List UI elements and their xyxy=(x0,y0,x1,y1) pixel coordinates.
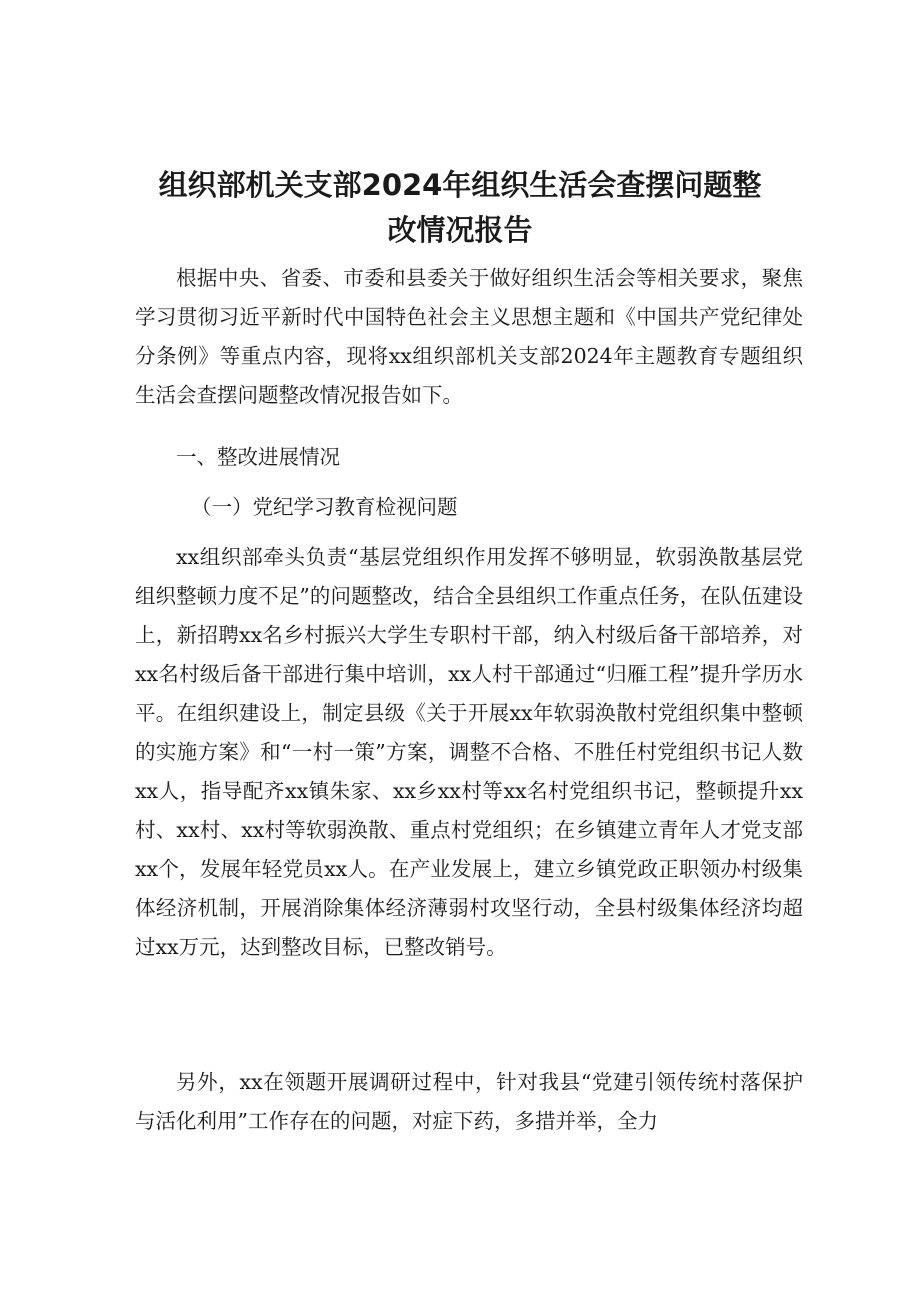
body-paragraph-1: xx组织部牵头负责“基层党组织作用发挥不够明显，软弱涣散基层党组织整顿力度不足”的问题整改，结合全县组织工作重点任务，在队伍建设上，新招聘xx名乡村振兴大学生专职村干部，纳入村级后备干部培养，对xx名村级后备干部进行集中培训，xx人村干部通过“归雁工程”提升学历水平。在组织建设上，制定县级《关于开展xx年软弱涣散村党组织集中整顿的实施方案》和“一村一策”方案，调整不合格、不胜任村党组织书记人数xx人，指导配齐xx镇朱家、xx乡xx村等xx名村党组织书记，整顿提升xx村、xx村、xx村等软弱涣散、重点村党组织；在乡镇建立青年人才党支部xx个，发展年轻党员xx人。在产业发展上，建立乡镇党政正职领办村级集体经济机制，开展消除集体经济薄弱村攻坚行动，全县村级集体经济均超过xx万元，达到整改目标，已整改销号。 xyxy=(135,545,803,959)
document-title-line-1: 组织部机关支部2024年组织生活会查摆问题整 xyxy=(158,168,762,202)
subsection-heading-1: （一）党纪学习教育检视问题 xyxy=(191,495,458,519)
document-title-line-2: 改情况报告 xyxy=(387,213,533,247)
intro-paragraph: 根据中央、省委、市委和县委关于做好组织生活会等相关要求，聚焦学习贯彻习近平新时代中国特色社会主义思想主题和《中国共产党纪律处分条例》等重点内容，现将xx组织部机关支部2024年主题教育专题组织生活会查摆问题整改情况报告如下。 xyxy=(135,266,803,407)
section-heading-1: 一、整改进展情况 xyxy=(176,445,340,469)
body-paragraph-2: 另外，xx在领题开展调研过程中，针对我县“党建引领传统村落保护与活化利用”工作存在的问题，对症下药，多措并举，全力 xyxy=(135,1070,803,1133)
